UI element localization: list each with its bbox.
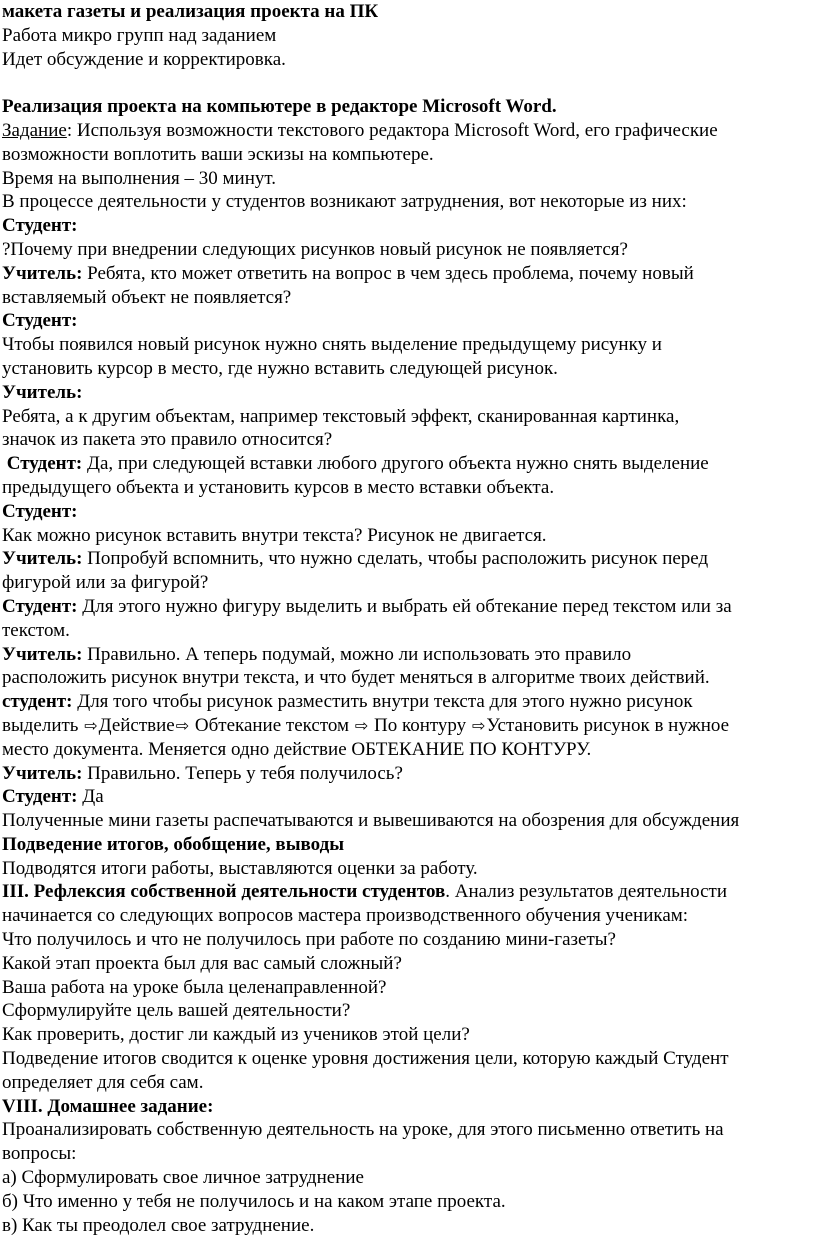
homework-item: в) Как ты преодолел свое затруднение. <box>2 1214 315 1236</box>
section-heading-reflection: III. Рефлексия собственной деятельности студентов <box>2 881 446 903</box>
paragraph: вопросы: <box>2 1143 77 1165</box>
speaker-label: Учитель: <box>2 643 83 665</box>
section-heading-homework: VIII. Домашнее задание: <box>2 1095 214 1117</box>
dialogue-line: текстом. <box>2 619 70 641</box>
paragraph: Время на выполнения – 30 минут. <box>2 167 277 189</box>
reflection-paragraph: III. Рефлексия собственной деятельности студентов. Анализ результатов деятельности <box>2 881 728 903</box>
speaker-label: Учитель: <box>2 548 83 570</box>
arrow-right-icon: ⇨ <box>84 715 98 735</box>
dialogue-line: установить курсор в место, где нужно вставить следующей рисунок. <box>2 357 558 379</box>
paragraph: Полученные мини газеты распечатываются и вывешиваются на обозрения для обсуждения <box>2 810 740 832</box>
arrow-right-icon: ⇨ <box>175 715 190 735</box>
speaker-label: Студент: <box>2 215 78 237</box>
dialogue-line: Ребята, а к другим объектам, например текстовый эффект, сканированная картинка, <box>2 405 680 427</box>
dialogue-line: Студент: Да <box>2 786 104 808</box>
speaker-label: Студент: <box>2 500 78 522</box>
paragraph: Проанализировать собственную деятельность на уроке, для этого письменно ответить на <box>2 1119 724 1141</box>
homework-item: а) Сформулировать свое личное затруднение <box>2 1167 364 1189</box>
paragraph: начинается со следующих вопросов мастера производственного обучения ученикам: <box>2 905 689 927</box>
section-heading-implementation: Реализация проекта на компьютере в редакторе Microsoft Word. <box>2 96 557 118</box>
speaker-label: Студент: <box>2 310 78 332</box>
question-item: Ваша работа на уроке была целенаправленной? <box>2 976 387 998</box>
paragraph: Идет обсуждение и корректировка. <box>2 48 286 70</box>
speaker-label: Учитель: <box>2 762 83 784</box>
arrow-right-icon: ⇨ <box>471 715 486 735</box>
section-heading-summary: Подведение итогов, обобщение, выводы <box>2 833 345 855</box>
blank-line <box>2 71 816 95</box>
dialogue-line: место документа. Меняется одно действие ОБТЕКАНИЕ ПО КОНТУРУ. <box>2 738 592 760</box>
speaker-label: Студент: <box>6 453 83 475</box>
speaker-label: Студент: <box>2 786 78 808</box>
dialogue-line: студент: Для того чтобы рисунок разместить внутри текста для этого нужно рисунок <box>2 691 693 713</box>
dialogue-line: ?Почему при внедрении следующих рисунков новый рисунок не появляется? <box>2 238 628 260</box>
arrow-right-icon: ⇨ <box>354 715 369 735</box>
dialogue-line: Чтобы появился новый рисунок нужно снять выделение предыдущему рисунку и <box>2 334 662 356</box>
speaker-label: студент: <box>2 691 73 713</box>
dialogue-line: расположить рисунок внутри текста, и что будет меняться в алгоритме твоих действий. <box>2 667 710 689</box>
dialogue-line: Студент: Да, при следующей вставки любого другого объекта нужно снять выделение <box>6 453 709 475</box>
paragraph: возможности воплотить ваши эскизы на компьютере. <box>2 143 434 165</box>
homework-item: б) Что именно у тебя не получилось и на каком этапе проекта. <box>2 1190 506 1212</box>
heading-top: макета газеты и реализация проекта на ПК <box>2 1 379 22</box>
dialogue-line: фигурой или за фигурой? <box>2 572 209 594</box>
question-item: Что получилось и что не получилось при работе по созданию мини-газеты? <box>2 929 616 951</box>
dialogue-line: Как можно рисунок вставить внутри текста? Рисунок не двигается. <box>2 524 547 546</box>
dialogue-line: значок из пакета это правило относится? <box>2 429 333 451</box>
paragraph: Подведение итогов сводится к оценке уровня достижения цели, которую каждый Студент <box>2 1048 729 1070</box>
dialogue-line: Учитель: Попробуй вспомнить, что нужно сделать, чтобы расположить рисунок перед <box>2 548 709 570</box>
dialogue-line: Учитель: Правильно. Теперь у тебя получилось? <box>2 762 403 784</box>
task-label: Задание <box>2 119 67 141</box>
dialogue-line: вставляемый объект не появляется? <box>2 286 292 308</box>
speaker-label: Учитель: <box>2 262 83 284</box>
dialogue-line-steps: выделить ⇨Действие⇨ Обтекание текстом ⇨ По контуру ⇨Установить рисунок в нужное <box>2 714 730 736</box>
paragraph: В процессе деятельности у студентов возникают затруднения, вот некоторые из них: <box>2 191 687 213</box>
dialogue-line: предыдущего объекта и установить курсов в место вставки объекта. <box>2 476 555 498</box>
paragraph: определяет для себя сам. <box>2 1071 204 1093</box>
paragraph: Работа микро групп над заданием <box>2 24 277 46</box>
dialogue-line: Студент: Для этого нужно фигуру выделить и выбрать ей обтекание перед текстом или за <box>2 595 732 617</box>
dialogue-line: Учитель: Ребята, кто может ответить на вопрос в чем здесь проблема, почему новый <box>2 262 694 284</box>
task-paragraph: Задание: Используя возможности текстового редактора Microsoft Word, его графические <box>2 119 718 141</box>
speaker-label: Учитель: <box>2 381 83 403</box>
question-item: Как проверить, достиг ли каждый из учеников этой цели? <box>2 1024 470 1046</box>
question-item: Сформулируйте цель вашей деятельности? <box>2 1000 351 1022</box>
dialogue-line: Учитель: Правильно. А теперь подумай, можно ли использовать это правило <box>2 643 632 665</box>
speaker-label: Студент: <box>2 595 78 617</box>
question-item: Какой этап проекта был для вас самый сложный? <box>2 952 402 974</box>
paragraph: Подводятся итоги работы, выставляются оценки за работу. <box>2 857 478 879</box>
